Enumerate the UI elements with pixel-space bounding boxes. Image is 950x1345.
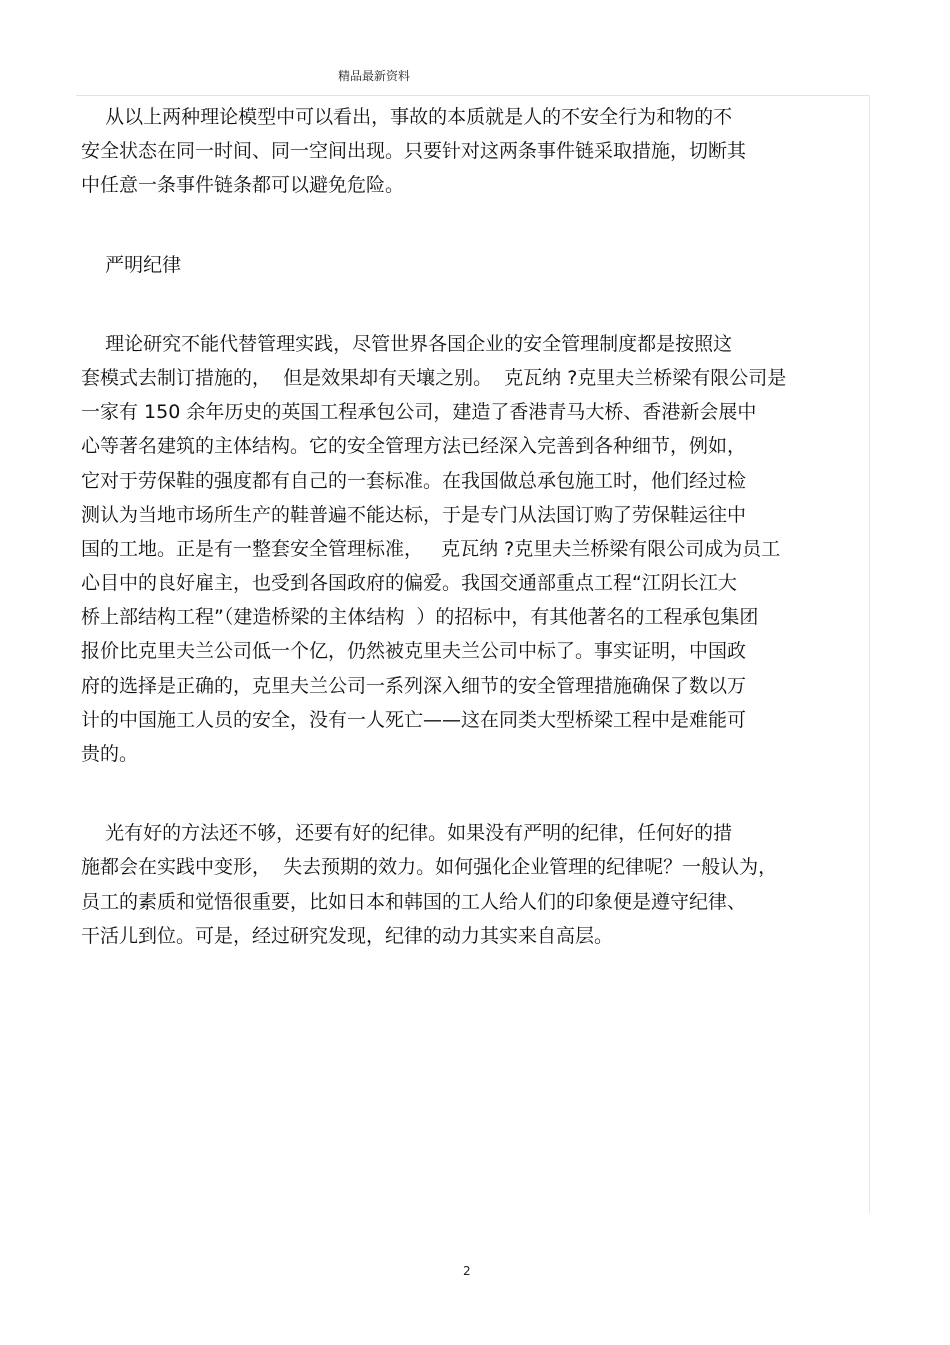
text-line: 干活儿到位。可是，经过研究发现，纪律的动力其实来自高层。 xyxy=(81,924,614,947)
text-line: 桥上部结构工程”（建造桥梁的主体结构 ）的招标中，有其他著名的工程承包集团 xyxy=(81,606,759,629)
text-line: 光有好的方法还不够，还要有好的纪律。如果没有严明的纪律，任何好的措 xyxy=(81,822,733,845)
header-text: 精品最新资料 xyxy=(338,69,411,83)
body-text xyxy=(81,100,861,953)
page-number: 2 xyxy=(463,1264,471,1278)
text-line: 国的工地。正是有一整套安全管理标准， 克瓦纳 ?克里夫兰桥梁有限公司成为员工 xyxy=(81,537,781,560)
paragraph-gap xyxy=(81,771,861,816)
text-line: 理论研究不能代替管理实践，尽管世界各国企业的安全管理制度都是按照这 xyxy=(81,332,733,355)
right-margin-rule xyxy=(869,95,870,1213)
text-line: 从以上两种理论模型中可以看出，事故的本质就是人的不安全行为和物的不 xyxy=(81,106,733,128)
text-line: 安全状态在同一时间、同一空间出现。只要针对这两条事件链采取措施，切断其 xyxy=(81,140,747,163)
text-line: 测认为当地市场所生产的鞋普遍不能达标，于是专门从法国订购了劳保鞋运往中 xyxy=(81,503,747,526)
section-heading: 严明纪律 xyxy=(81,253,182,276)
text-line: 心目中的良好雇主，也受到各国政府的偏爱。我国交通部重点工程“江阴长江大 xyxy=(81,572,737,595)
text-line: 它对于劳保鞋的强度都有自己的一套标准。在我国做总承包施工时，他们经过检 xyxy=(81,469,747,492)
text-line: 心等著名建筑的主体结构。它的安全管理方法已经深入完善到各种细节，例如， xyxy=(81,435,747,458)
paragraph-gap xyxy=(81,282,861,327)
text-line: 报价比克里夫兰公司低一个亿，仍然被克里夫兰公司中标了。事实证明，中国政 xyxy=(81,640,747,663)
text-line: 贵的。 xyxy=(81,743,139,765)
text-line: 府的选择是正确的，克里夫兰公司一系列深入细节的安全管理措施确保了数以万 xyxy=(81,674,747,697)
text-line: 一家有 150 余年历史的英国工程承包公司，建造了香港青马大桥、香港新会展中 xyxy=(81,401,757,424)
text-line: 计的中国施工人员的安全，没有一人死亡——这在同类大型桥梁工程中是难能可 xyxy=(81,708,747,731)
text-line: 员工的素质和觉悟很重要，比如日本和韩国的工人给人们的印象便是遵守纪律、 xyxy=(81,890,747,913)
text-line: 施都会在实践中变形， 失去预期的效力。如何强化企业管理的纪律呢？一般认为， xyxy=(81,856,778,879)
text-line: 中任意一条事件链条都可以避免危险。 xyxy=(81,174,405,197)
paragraph-gap xyxy=(81,203,861,248)
text-line: 套模式去制订措施的， 但是效果却有天壤之别。 克瓦纳 ?克里夫兰桥梁有限公司是 xyxy=(81,366,787,389)
header-divider xyxy=(76,95,870,96)
